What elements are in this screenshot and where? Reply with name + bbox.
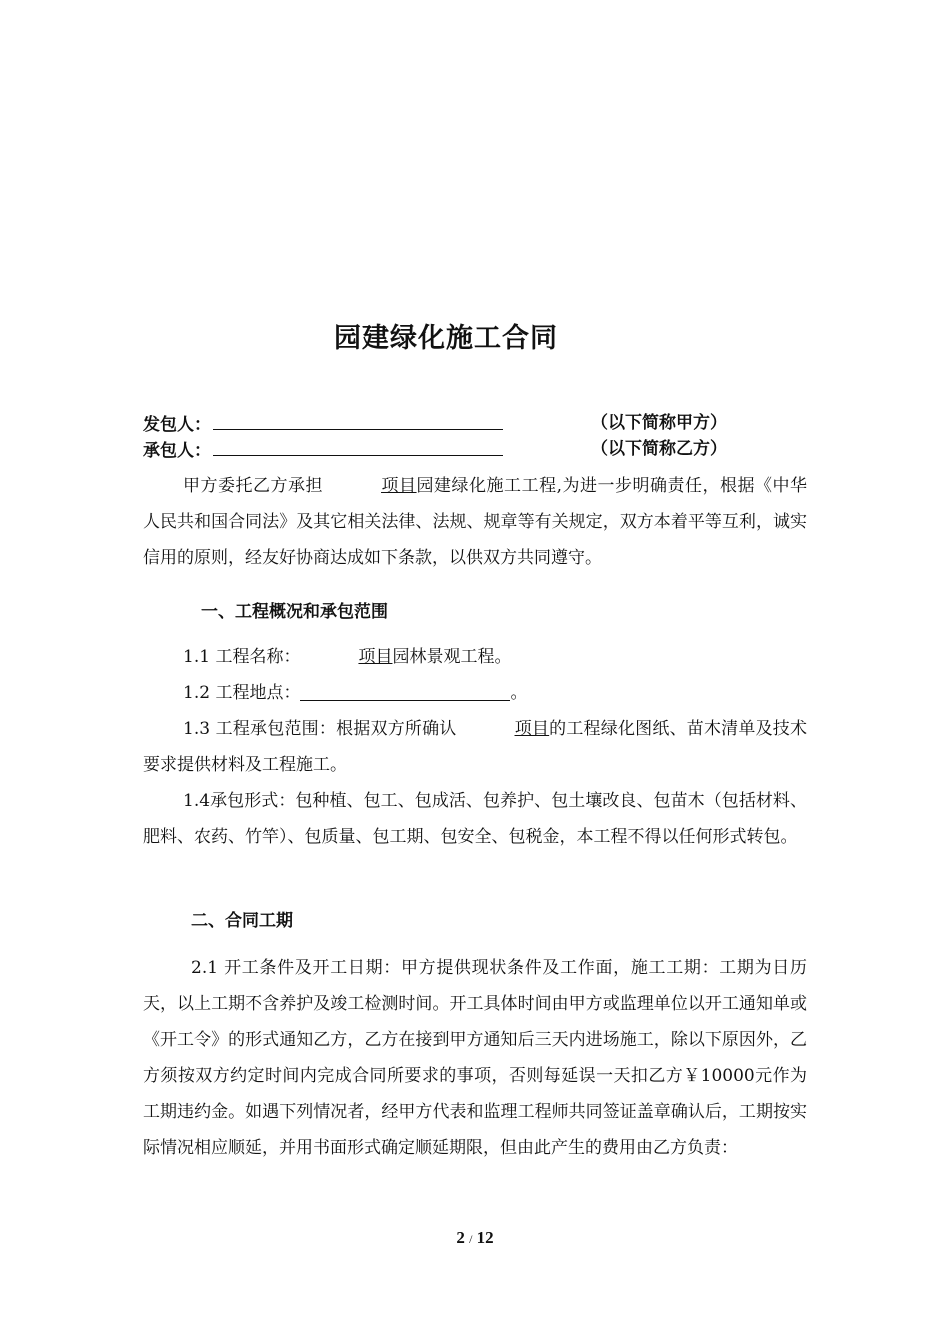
intro-project-fill: 项目 <box>381 476 417 496</box>
party-a-blank <box>213 412 503 430</box>
item-1-2-blank <box>300 682 510 701</box>
item-1-4: 1.4承包形式：包种植、包工、包成活、包养护、包土壤改良、包苗木（包括材料、肥料、农药、竹竿）、包质量、包工期、包安全、包税金，本工程不得以任何形式转包。 <box>143 791 807 847</box>
document-title: 园建绿化施工合同 <box>334 323 558 354</box>
party-a-line <box>143 412 727 436</box>
section-2-heading: 二、合同工期 <box>191 911 293 931</box>
item-1-1: 1.1 工程名称： 项目园林景观工程。 <box>183 647 512 667</box>
intro-paragraph <box>143 468 807 576</box>
page-number <box>0 1228 950 1248</box>
party-a-label: 发包人： <box>143 415 211 435</box>
party-b-blank <box>213 438 503 456</box>
party-b-note: （以下简称乙方） <box>591 439 727 459</box>
page-separator: / <box>469 1232 473 1246</box>
item-1-1-project-fill: 项目 <box>358 647 393 667</box>
page-total: 12 <box>476 1228 494 1247</box>
item-1-3-project-fill: 项目 <box>514 719 550 739</box>
party-b-line <box>143 438 727 462</box>
item-1-3: 1.3 工程承包范围：根据双方所确认 项目的工程绿化图纸、苗木清单及技术要求提供材料及工程施工。 <box>143 719 808 775</box>
item-2-1: 2.1 开工条件及开工日期：甲方提供现状条件及工作面，施工工期：工期为日历天，以上工期不含养护及竣工检测时间。开工具体时间由甲方或监理单位以开工通知单或《开工令》的形式通知乙方，乙方在接到甲方通知后三天内进场施工，除以下原因外，乙方须按双方约定时间内完成合同所要求的事项，否则每延误一天扣乙方￥10000元作为工期违约金。如遇下列情况者，经甲方代表和监理工程师共同签证盖章确认后，工期按实际情况相应顺延，并用书面形式确定顺延期限，但由此产生的费用由乙方负责： <box>143 958 807 1158</box>
intro-pre: 甲方委托乙方承担 <box>183 476 324 496</box>
party-a-note: （以下简称甲方） <box>591 413 727 433</box>
page-current: 2 <box>456 1228 465 1247</box>
party-b-label: 承包人： <box>143 441 211 461</box>
item-1-2: 1.2 工程地点： 。 <box>183 683 528 703</box>
section-1-heading: 一、工程概况和承包范围 <box>201 602 388 622</box>
intro-post: 园建绿化施工工程,为进一步明确责任，根据《中华人民共和国合同法》及其它相关法律、法规、规章等有关规定，双方本着平等互利，诚实信用的原则，经友好协商达成如下条款，以供双方共同遵守。 <box>143 476 808 568</box>
